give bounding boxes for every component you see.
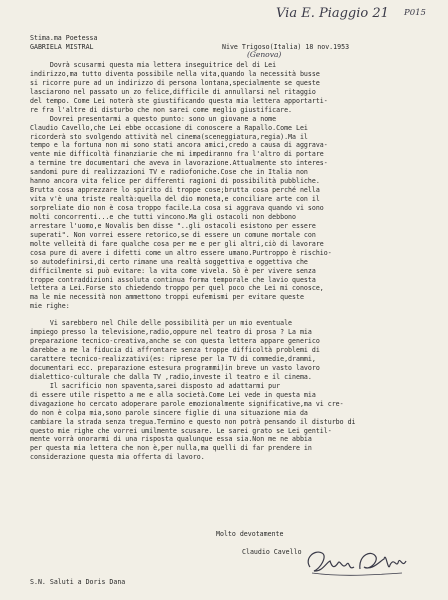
body-line: re fra l'altre di disturbo che non sarei come meglio giustificare.	[30, 105, 293, 114]
body-line: carattere tecnico-realizzativi(es: riprese per la TV di commedie,drammi,	[30, 355, 316, 363]
body-line: Dovrà scusarmi questa mia lettera inseguitrice del di Lei	[30, 61, 277, 69]
body-line: Dovrei presentarmi a questo punto: sono un giovane a nome	[30, 114, 277, 123]
place-date: Nive Trigoso(Italia) 18 nov.1953	[222, 43, 350, 51]
handwritten-address: Via E. Piaggio 21	[276, 6, 389, 21]
postscript: S.N. Saluti a Doris Dana	[30, 578, 126, 586]
body-line: impiego presso la televisione,radio,oppure nel teatro di prosa ? La mia	[30, 328, 312, 337]
body-line: preparazione tecnico-creativa,anche se con questa lettera appare generico	[30, 337, 320, 346]
body-line: arrestare l'uomo,e Novalis ben disse "..gli ostacoli esistono per essere	[30, 221, 316, 230]
letter-body	[30, 61, 432, 462]
body-line: so autodefinirsi,di certo rimane una realtà soggettiva e oggettiva che	[30, 257, 308, 266]
handwritten-place-note: (Genova)	[247, 50, 282, 59]
body-line: cambiare la strada senza tregua.Termino e questo non potrà pensando il disturbo di	[30, 417, 356, 426]
body-line: vita v'è una triste realtà:quella del dio moneta,e conciliare arte con il	[30, 195, 320, 204]
body-line: mie righe:	[30, 302, 70, 311]
body-line: per questa mia lettera che non è,per nulla,ma quelli di far prendere in	[30, 444, 312, 453]
body-line: do non è colpa mia,sono parole sincere figlie di una situazione mia da	[30, 408, 308, 417]
body-line: lasciarono nel passato un zo felice,difficile di annullarsi nel ritaggio	[30, 87, 316, 96]
body-line: sandomi pure di realizzazioni TV e radiofoniche.Cose che in Italia non	[30, 168, 308, 177]
closing-line: Molto devotamente	[216, 530, 284, 538]
body-line: difficilmente si può evitare: la vita come vivela. Sò è per vivere senza	[30, 266, 316, 275]
body-line: vente mie difficoltà finanziarie che mi impediranno fra l'altro di portare	[30, 150, 324, 159]
body-line: dialettico-culturale che dalla TV ,radio,investe il teatro e il cinema.	[30, 372, 312, 381]
body-line: Il sacrificio non spaventa,sarei disposto ad adattarmi pur	[30, 381, 281, 390]
recipient-name: GABRIELA MISTRAL	[30, 43, 94, 51]
body-line: ma le mie necessità non ammettono troppi eufemismi per evitare queste	[30, 293, 304, 302]
body-line: ricorderà sto svolgendo attività nel cinema(sceneggiatura,regia).Ma il	[30, 132, 308, 141]
body-line: troppe contraddizioni assoluta continua forma temporale che lavio questa	[30, 275, 316, 284]
body-line: sorpreliate dio non è cosa troppo facile.La cosa si aggrava quando vi sono	[30, 204, 324, 212]
body-line: Brutta cosa apprezzare lo spirito di troppe cose;brutta cosa perché nella	[30, 186, 320, 195]
body-line: questo mie righe che vorrei umilmente scusare. Le sarei grato se Lei gentil-	[30, 426, 332, 435]
body-line: lettera a Lei.Forse sto chiedendo troppo per quel poco che Lei mi conosce,	[30, 284, 324, 293]
body-line: a termine tre documentari che aveva in lavorazione.Attualmente sto interes-	[30, 159, 328, 168]
handwritten-signature	[302, 545, 414, 579]
body-line: superati". Non vorrei essere retorico,se di essere un comune mortale con	[30, 230, 316, 239]
body-line: si ricorre pure ad un indirizzo di persona lontana,specialmente se queste	[30, 78, 320, 87]
body-line: Claudio Cavello,che Lei ebbe occasione di conoscere a Rapallo.Come Lei	[30, 123, 308, 132]
body-line: di essere utile rispetto a me e alla società.Come Lei vede in questa mia	[30, 390, 316, 399]
body-line: mente vorrà onorarmi di una risposta qualunque essa sia.Non me ne abbia	[30, 435, 312, 444]
body-line: tempo e la fortuna non mi sono stati ancora amici,credo a causa di aggrava-	[30, 141, 328, 150]
body-line: considerazione questa mia offerta di lavoro.	[30, 453, 205, 462]
body-line: darebbe a me la fiducia di affrontare senza troppe difficoltà problemi di	[30, 346, 320, 355]
body-line: hanno ancora vita felice per differenti ragioni di possibilità pubbliche.	[30, 177, 320, 186]
body-line: del tempo. Come Lei noterà ste giustificando questa mia lettera apportarti-	[30, 96, 328, 105]
body-line: molti concorrenti...e che tutti vincono.Ma gli ostacoli non debbono	[30, 212, 296, 221]
salutation: Stima.ma Poetessa	[30, 34, 98, 42]
body-line: cosa pure di avere i difetti come un altro essere umano.Purtroppo è rischio-	[30, 248, 332, 257]
body-line: Vi sarebbero nel Chile delle possibilità per un mio eventuale	[30, 319, 293, 328]
sender-name: Claudio Cavello	[242, 548, 302, 556]
body-line: divagazione ho cercato adoperare parole emozionalmente significative,ma vi cre-	[30, 399, 344, 408]
body-line: documentari ecc. preparazione estesura programmi)in breve un vasto lavoro	[30, 363, 320, 372]
body-line: indirizzo,ma tutto diventa possibile nella vita,quando la necessità busse	[30, 69, 320, 78]
paragraph-gap	[30, 311, 432, 319]
handwritten-code: P015	[404, 8, 426, 18]
body-line: molte velleità di fare qualche cosa per me e per gli altri,ciò di lavorare	[30, 239, 324, 248]
